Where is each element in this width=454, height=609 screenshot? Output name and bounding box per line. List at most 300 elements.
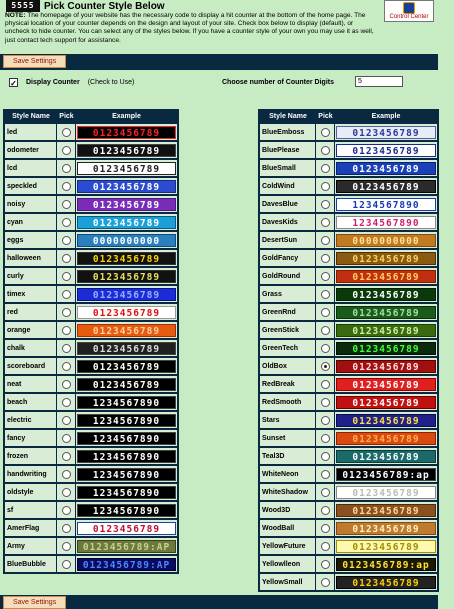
- pick-cell: [57, 194, 76, 212]
- style-name: BlueBubble: [5, 554, 57, 572]
- style-radio[interactable]: [62, 452, 71, 461]
- style-name: AmerFlag: [5, 518, 57, 536]
- pick-cell: [316, 338, 335, 356]
- example-cell: [76, 320, 177, 338]
- style-row: [5, 140, 177, 158]
- style-name: Stars: [260, 410, 316, 428]
- control-center-label: Control Center: [389, 14, 429, 20]
- control-center-link[interactable]: [384, 0, 434, 22]
- pick-cell: [57, 356, 76, 374]
- counter-preview: 0123456789: [77, 378, 176, 391]
- style-name: Sunset: [260, 428, 316, 446]
- style-row: [5, 230, 177, 248]
- style-row: [5, 194, 177, 212]
- style-row: [260, 392, 437, 410]
- style-row: [5, 464, 177, 482]
- style-radio[interactable]: [321, 434, 330, 443]
- example-cell: [335, 356, 437, 374]
- pick-cell: [57, 518, 76, 536]
- style-radio[interactable]: [321, 362, 330, 371]
- style-radio[interactable]: [62, 488, 71, 497]
- example-cell: [335, 392, 437, 410]
- style-radio[interactable]: [321, 470, 330, 479]
- pick-cell: [316, 140, 335, 158]
- pick-cell: [57, 284, 76, 302]
- counter-preview: 0123456789: [77, 270, 176, 283]
- example-cell: [335, 158, 437, 176]
- counter-preview: 1234567890: [77, 432, 176, 445]
- style-row: [260, 230, 437, 248]
- style-name: eggs: [5, 230, 57, 248]
- style-name: GreenTech: [260, 338, 316, 356]
- style-radio[interactable]: [62, 290, 71, 299]
- style-radio[interactable]: [62, 380, 71, 389]
- pick-cell: [57, 302, 76, 320]
- counter-preview: 0123456789: [77, 288, 176, 301]
- counter-preview: 0123456789: [336, 576, 436, 589]
- counter-preview: 0000000000: [77, 234, 176, 247]
- style-name: Grass: [260, 284, 316, 302]
- example-cell: [335, 266, 437, 284]
- style-name: neat: [5, 374, 57, 392]
- example-cell: [335, 338, 437, 356]
- example-cell: [335, 500, 437, 518]
- pick-cell: [316, 194, 335, 212]
- example-cell: [76, 266, 177, 284]
- style-name: WoodBall: [260, 518, 316, 536]
- counter-preview: 0123456789: [77, 360, 176, 373]
- display-counter-hint: (Check to Use): [87, 79, 135, 86]
- style-name: speckled: [5, 176, 57, 194]
- style-name: beach: [5, 392, 57, 410]
- style-radio[interactable]: [62, 308, 71, 317]
- style-name: cyan: [5, 212, 57, 230]
- style-row: [260, 536, 437, 554]
- example-cell: [335, 194, 437, 212]
- top-action-bar: [0, 54, 438, 70]
- style-name: OldBox: [260, 356, 316, 374]
- style-radio[interactable]: [321, 488, 330, 497]
- example-cell: [76, 230, 177, 248]
- example-cell: [76, 194, 177, 212]
- pick-cell: [57, 212, 76, 230]
- example-cell: [76, 338, 177, 356]
- style-radio[interactable]: [321, 326, 330, 335]
- style-row: [5, 428, 177, 446]
- style-radio[interactable]: [321, 290, 330, 299]
- counter-preview: 0123456789: [336, 126, 436, 139]
- style-row: [5, 446, 177, 464]
- style-radio[interactable]: [321, 344, 330, 353]
- pick-cell: [316, 374, 335, 392]
- example-cell: [76, 212, 177, 230]
- counter-preview: 0123456789: [336, 180, 436, 193]
- style-radio[interactable]: [62, 146, 71, 155]
- pick-cell: [57, 248, 76, 266]
- style-name: led: [5, 122, 57, 140]
- style-name: orange: [5, 320, 57, 338]
- example-cell: [335, 536, 437, 554]
- style-row: [5, 176, 177, 194]
- counter-preview: 1234567890: [77, 450, 176, 463]
- pick-cell: [316, 518, 335, 536]
- style-name: GoldFancy: [260, 248, 316, 266]
- style-radio[interactable]: [321, 272, 330, 281]
- style-radio[interactable]: [62, 398, 71, 407]
- example-cell: [76, 554, 177, 572]
- style-row: [5, 248, 177, 266]
- column-header-pick: Pick: [59, 113, 74, 120]
- style-name: oldstyle: [5, 482, 57, 500]
- style-name: BlueSmall: [260, 158, 316, 176]
- style-name: fancy: [5, 428, 57, 446]
- example-cell: [76, 518, 177, 536]
- style-row: [260, 194, 437, 212]
- bottom-action-bar: [0, 595, 438, 609]
- pick-cell: [316, 302, 335, 320]
- style-radio[interactable]: [321, 506, 330, 515]
- counter-preview: 0123456789: [336, 252, 436, 265]
- style-row: [5, 500, 177, 518]
- column-header-style-name: Style Name: [269, 113, 307, 120]
- style-row: [260, 176, 437, 194]
- style-name: odometer: [5, 140, 57, 158]
- example-cell: [335, 374, 437, 392]
- counter-preview: 0123456789:AP: [77, 558, 176, 571]
- counter-preview: 0123456789: [336, 306, 436, 319]
- counter-preview: 0123456789:ap: [336, 468, 436, 481]
- style-name: BlueEmboss: [260, 122, 316, 140]
- example-cell: [76, 428, 177, 446]
- pick-cell: [316, 428, 335, 446]
- counter-preview: 0123456789: [336, 270, 436, 283]
- counter-preview: 0123456789: [336, 162, 436, 175]
- example-cell: [76, 446, 177, 464]
- style-name: frozen: [5, 446, 57, 464]
- counter-preview: 0123456789: [336, 540, 436, 553]
- style-radio[interactable]: [62, 344, 71, 353]
- style-radio[interactable]: [321, 524, 330, 533]
- style-row: [260, 212, 437, 230]
- counter-preview: 1234567890: [77, 414, 176, 427]
- display-counter-label: Display Counter: [26, 79, 80, 86]
- pick-cell: [316, 482, 335, 500]
- counter-preview: 0000000000: [336, 234, 436, 247]
- counter-preview: 0123456789:ap: [336, 558, 436, 571]
- style-row: [5, 122, 177, 140]
- example-cell: [76, 284, 177, 302]
- style-radio[interactable]: [62, 362, 71, 371]
- style-row: [260, 446, 437, 464]
- style-row: [260, 464, 437, 482]
- style-row: [260, 158, 437, 176]
- save-settings-button-top[interactable]: Save Settings: [3, 55, 66, 68]
- style-row: [5, 554, 177, 572]
- note-label: NOTE:: [5, 12, 26, 19]
- example-cell: [76, 410, 177, 428]
- style-radio[interactable]: [62, 254, 71, 263]
- counter-preview: 1234567890: [77, 504, 176, 517]
- style-row: [260, 320, 437, 338]
- styles-table-left: [3, 109, 179, 574]
- pick-cell: [57, 230, 76, 248]
- pick-cell: [316, 464, 335, 482]
- pick-cell: [316, 284, 335, 302]
- counter-preview: 0123456789: [336, 360, 436, 373]
- save-settings-button-bottom[interactable]: Save Settings: [3, 596, 66, 609]
- pick-cell: [57, 140, 76, 158]
- style-row: [5, 338, 177, 356]
- counter-preview: 1234567890: [336, 216, 436, 229]
- style-name: noisy: [5, 194, 57, 212]
- style-radio[interactable]: [321, 416, 330, 425]
- example-cell: [76, 536, 177, 554]
- example-cell: [76, 248, 177, 266]
- style-name: RedSmooth: [260, 392, 316, 410]
- column-header-style-name: Style Name: [12, 113, 50, 120]
- example-cell: [335, 428, 437, 446]
- style-row: [260, 356, 437, 374]
- style-row: [5, 536, 177, 554]
- pick-cell: [57, 392, 76, 410]
- style-name: BluePlease: [260, 140, 316, 158]
- style-row: [260, 374, 437, 392]
- pick-cell: [316, 500, 335, 518]
- counter-preview: 1234567890: [77, 396, 176, 409]
- example-cell: [76, 392, 177, 410]
- counter-preview: 0123456789: [77, 342, 176, 355]
- style-row: [5, 410, 177, 428]
- counter-preview: 0123456789:AP: [77, 540, 176, 553]
- example-cell: [76, 500, 177, 518]
- example-cell: [335, 212, 437, 230]
- style-name: curly: [5, 266, 57, 284]
- style-radio[interactable]: [62, 326, 71, 335]
- style-row: [5, 356, 177, 374]
- pick-cell: [316, 554, 335, 572]
- style-row: [260, 338, 437, 356]
- counter-preview: 0123456789: [336, 504, 436, 517]
- counter-preview: 0123456789: [336, 414, 436, 427]
- style-radio[interactable]: [321, 236, 330, 245]
- style-row: [5, 212, 177, 230]
- style-row: [260, 140, 437, 158]
- counter-preview: 0123456789: [77, 252, 176, 265]
- counter-preview: 0123456789: [336, 522, 436, 535]
- pick-cell: [316, 248, 335, 266]
- style-row: [260, 500, 437, 518]
- style-name: WhiteNeon: [260, 464, 316, 482]
- style-name: WhiteShadow: [260, 482, 316, 500]
- style-row: [260, 248, 437, 266]
- counter-preview: 0123456789: [336, 288, 436, 301]
- example-cell: [335, 410, 437, 428]
- counter-preview: 0123456789: [77, 126, 176, 139]
- style-row: [5, 320, 177, 338]
- page-title: Pick Counter Style Below: [44, 1, 165, 12]
- example-cell: [335, 140, 437, 158]
- display-counter-checkbox[interactable]: ✓: [10, 79, 17, 88]
- style-radio[interactable]: [321, 128, 330, 137]
- style-row: [260, 428, 437, 446]
- example-cell: [335, 482, 437, 500]
- pick-cell: [57, 338, 76, 356]
- style-row: [5, 392, 177, 410]
- pick-cell: [57, 536, 76, 554]
- style-radio[interactable]: [62, 218, 71, 227]
- pick-cell: [57, 266, 76, 284]
- pick-cell: [316, 230, 335, 248]
- style-row: [260, 284, 437, 302]
- intro-body: The homepage of your website has the necessary code to display a hit counter at the bottom of the home page. The physical location of your counter depends on the design and layout of your site. Check box below to display (default), or uncheck to hide counter. You can select any of the styles below. If you have a counter style of your own you may use it as well, just contact tech support for assistance.: [5, 12, 374, 44]
- counter-preview: 0123456789: [77, 522, 176, 535]
- counter-preview: 1234567890: [77, 468, 176, 481]
- style-radio[interactable]: [321, 308, 330, 317]
- style-row: [260, 482, 437, 500]
- style-radio[interactable]: [321, 164, 330, 173]
- style-name: Teal3D: [260, 446, 316, 464]
- style-name: GreenRnd: [260, 302, 316, 320]
- pick-cell: [57, 500, 76, 518]
- style-radio[interactable]: [62, 506, 71, 515]
- style-radio[interactable]: [62, 182, 71, 191]
- style-name: DesertSun: [260, 230, 316, 248]
- example-cell: [335, 302, 437, 320]
- counter-preview: 0123456789: [336, 342, 436, 355]
- column-header-pick: Pick: [318, 113, 333, 120]
- example-cell: [76, 122, 177, 140]
- style-row: [5, 374, 177, 392]
- counter-preview: 0123456789: [77, 180, 176, 193]
- pick-cell: [57, 176, 76, 194]
- style-radio[interactable]: [62, 470, 71, 479]
- style-radio[interactable]: [62, 524, 71, 533]
- table-header-row: [260, 111, 437, 122]
- style-radio[interactable]: [321, 146, 330, 155]
- pick-cell: [57, 122, 76, 140]
- example-cell: [335, 446, 437, 464]
- example-cell: [76, 176, 177, 194]
- pick-cell: [316, 176, 335, 194]
- counter-preview: 0123456789: [336, 396, 436, 409]
- style-name: Wood3D: [260, 500, 316, 518]
- pick-cell: [57, 464, 76, 482]
- style-radio[interactable]: [321, 200, 330, 209]
- style-radio[interactable]: [321, 452, 330, 461]
- style-radio[interactable]: [62, 542, 71, 551]
- style-radio[interactable]: [321, 380, 330, 389]
- style-row: [5, 518, 177, 536]
- style-name: ColdWind: [260, 176, 316, 194]
- pick-cell: [316, 572, 335, 590]
- pick-cell: [57, 320, 76, 338]
- style-name: YellowFuture: [260, 536, 316, 554]
- counter-preview: 0123456789: [77, 198, 176, 211]
- style-radio[interactable]: [321, 398, 330, 407]
- style-radio[interactable]: [321, 182, 330, 191]
- column-header-example: Example: [112, 113, 141, 120]
- pick-cell: [57, 410, 76, 428]
- pick-cell: [57, 446, 76, 464]
- example-cell: [76, 482, 177, 500]
- style-radio[interactable]: [62, 164, 71, 173]
- style-row: [5, 482, 177, 500]
- pick-cell: [316, 158, 335, 176]
- example-cell: [76, 374, 177, 392]
- counter-preview: 0123456789: [77, 162, 176, 175]
- style-name: DavesBlue: [260, 194, 316, 212]
- example-cell: [335, 518, 437, 536]
- counter-preview: 0123456789: [336, 144, 436, 157]
- counter-digits-label: Choose number of Counter Digits: [222, 79, 334, 86]
- style-radio[interactable]: [321, 560, 330, 569]
- pick-cell: [316, 536, 335, 554]
- counter-digits-input[interactable]: [355, 76, 403, 87]
- style-radio[interactable]: [62, 416, 71, 425]
- style-radio[interactable]: [321, 542, 330, 551]
- display-counter-row: [9, 78, 134, 87]
- example-cell: [76, 302, 177, 320]
- pick-cell: [316, 410, 335, 428]
- style-name: Army: [5, 536, 57, 554]
- style-radio[interactable]: [321, 254, 330, 263]
- example-cell: [335, 572, 437, 590]
- style-name: electric: [5, 410, 57, 428]
- style-name: RedBreak: [260, 374, 316, 392]
- pick-cell: [316, 320, 335, 338]
- style-radio[interactable]: [62, 200, 71, 209]
- example-cell: [335, 230, 437, 248]
- style-radio[interactable]: [62, 560, 71, 569]
- example-cell: [76, 464, 177, 482]
- example-cell: [335, 320, 437, 338]
- example-cell: [76, 140, 177, 158]
- style-row: [260, 122, 437, 140]
- style-row: [260, 572, 437, 590]
- style-name: lcd: [5, 158, 57, 176]
- intro-text: [5, 12, 377, 45]
- style-radio[interactable]: [62, 236, 71, 245]
- style-name: red: [5, 302, 57, 320]
- example-cell: [335, 284, 437, 302]
- counter-preview: 1234567890: [336, 198, 436, 211]
- pick-cell: [57, 554, 76, 572]
- style-radio[interactable]: [62, 128, 71, 137]
- example-cell: [335, 122, 437, 140]
- counter-preview: 0123456789: [336, 432, 436, 445]
- style-name: chalk: [5, 338, 57, 356]
- pick-cell: [57, 482, 76, 500]
- pick-cell: [316, 356, 335, 374]
- example-cell: [76, 356, 177, 374]
- counter-logo-icon: 5555: [6, 0, 40, 12]
- style-radio[interactable]: [62, 434, 71, 443]
- style-row: [260, 266, 437, 284]
- style-name: sf: [5, 500, 57, 518]
- style-radio[interactable]: [62, 272, 71, 281]
- column-header-example: Example: [371, 113, 401, 120]
- pick-cell: [57, 374, 76, 392]
- styles-table-right: [258, 109, 439, 592]
- style-row: [5, 284, 177, 302]
- style-row: [260, 554, 437, 572]
- example-cell: [335, 176, 437, 194]
- style-radio[interactable]: [321, 218, 330, 227]
- counter-preview: 0123456789: [336, 486, 436, 499]
- style-name: timex: [5, 284, 57, 302]
- counter-preview: 0123456789: [77, 324, 176, 337]
- style-radio[interactable]: [321, 578, 330, 587]
